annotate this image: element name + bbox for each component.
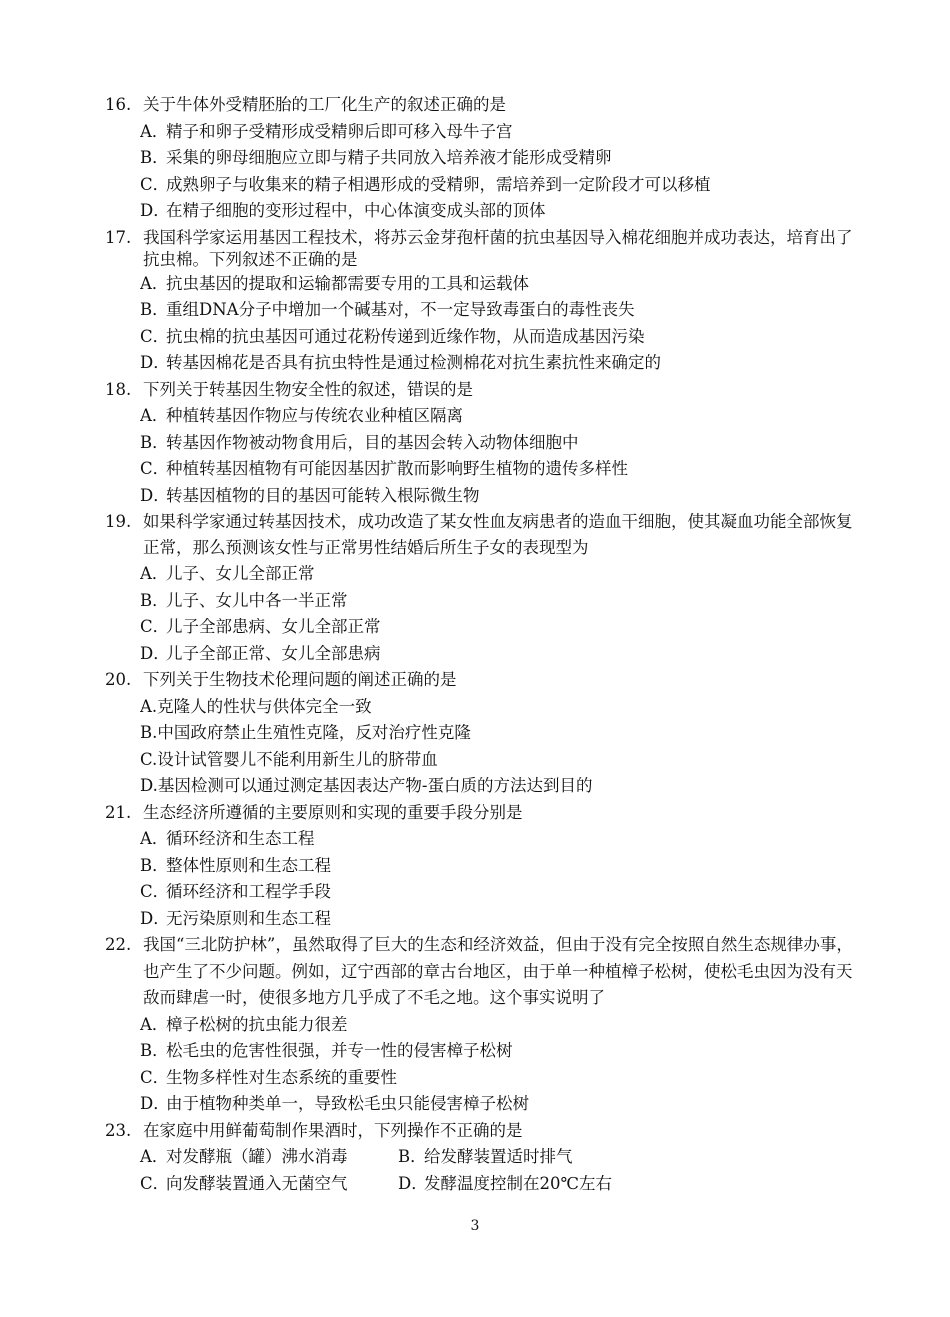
question-21 xyxy=(0,800,950,933)
option-label: D． xyxy=(140,643,170,663)
question-18 xyxy=(0,377,950,510)
option-d xyxy=(140,641,855,668)
question-number: 19. xyxy=(105,512,132,531)
option-label: D． xyxy=(140,201,170,220)
option-text: 在精子细胞的变形过程中，中心体演变成头部的顶体 xyxy=(166,201,546,220)
question-number: 20. xyxy=(105,670,132,690)
option-label: D． xyxy=(140,1094,170,1113)
question-number: 21. xyxy=(105,802,132,822)
option-label: A． xyxy=(140,273,169,293)
option-label: C． xyxy=(140,882,170,901)
option-label: B． xyxy=(140,300,169,319)
option-label: C． xyxy=(140,459,170,478)
question-text: 在家庭中用鲜葡萄制作果酒时，下列操作不正确的是 xyxy=(143,1120,523,1140)
question-20 xyxy=(0,667,950,800)
option-label: C． xyxy=(140,1067,170,1087)
option-c xyxy=(140,1171,398,1198)
question-text: 我国“三北防护林”，虽然取得了巨大的生态和经济效益，但由于没有完全按照自然生态规律办事，也产生了不少问题。例如，辽宁西部的章古台地区，由于单一种植樟子松树，使松毛虫因为没有天敌而肆虐一时，使很多地方几乎成了不毛之地。这个事实说明了 xyxy=(143,935,853,1007)
option-text: 对发酵瓶（罐）沸水消毒 xyxy=(166,1147,348,1166)
option-text: 采集的卵母细胞应立即与精子共同放入培养液才能形成受精卵 xyxy=(166,148,612,167)
option-c xyxy=(140,324,855,351)
question-text: 关于牛体外受精胚胎的工厂化生产的叙述正确的是 xyxy=(143,95,506,115)
option-text: 由于植物种类单一，导致松毛虫只能侵害樟子松树 xyxy=(166,1094,529,1113)
option-text: 松毛虫的危害性很强，并专一性的侵害樟子松树 xyxy=(166,1041,513,1060)
question-stem xyxy=(105,377,857,404)
question-stem xyxy=(105,1118,857,1145)
option-label: A. xyxy=(140,696,158,716)
option-text: 成熟卵子与收集来的精子相遇形成的受精卵，需培养到一定阶段才可以移植 xyxy=(166,174,711,194)
option-text: 循环经济和生态工程 xyxy=(166,829,315,848)
option-text: 转基因植物的目的基因可能转入根际微生物 xyxy=(166,485,480,505)
option-d xyxy=(140,198,855,225)
question-list xyxy=(0,92,950,1197)
option-label: B. xyxy=(140,723,158,742)
page-number: 3 xyxy=(470,1218,480,1234)
question-number: 18. xyxy=(105,379,132,399)
option-text: 无污染原则和生态工程 xyxy=(166,908,331,928)
option-d xyxy=(140,483,855,510)
option-d xyxy=(140,906,855,933)
option-a xyxy=(140,561,855,588)
option-b xyxy=(140,588,855,615)
question-text: 我国科学家运用基因工程技术，将苏云金芽孢杆菌的抗虫基因导入棉花细胞并成功表达，培育出了抗虫棉。下列叙述不正确的是 xyxy=(143,227,853,269)
option-text: 儿子全部正常、女儿全部患病 xyxy=(166,643,381,663)
question-stem xyxy=(105,509,857,561)
option-b xyxy=(140,853,855,880)
option-label: D． xyxy=(140,353,170,372)
option-text: 基因检测可以通过测定基因表达产物-蛋白质的方法达到目的 xyxy=(157,776,593,795)
option-d xyxy=(140,1091,855,1118)
question-text: 下列关于转基因生物安全性的叙述，错误的是 xyxy=(143,379,473,399)
question-stem xyxy=(105,932,857,1012)
option-text: 中国政府禁止生殖性克隆，反对治疗性克隆 xyxy=(157,723,471,742)
option-d xyxy=(140,350,855,377)
option-row-cd xyxy=(140,1171,950,1198)
option-text: 整体性原则和生态工程 xyxy=(166,855,331,875)
option-a xyxy=(140,119,855,146)
option-label: A． xyxy=(140,564,169,583)
option-a xyxy=(140,826,855,853)
question-number: 23. xyxy=(105,1120,132,1140)
option-text: 樟子松树的抗虫能力很差 xyxy=(166,1014,348,1034)
option-text: 发酵温度控制在20℃左右 xyxy=(424,1173,612,1193)
option-label: B． xyxy=(140,148,169,167)
question-22 xyxy=(0,932,950,1118)
question-stem xyxy=(105,667,857,694)
option-b xyxy=(140,1038,855,1065)
option-label: A． xyxy=(140,1147,169,1166)
option-text: 儿子、女儿中各一半正常 xyxy=(166,590,348,610)
option-c xyxy=(140,747,855,774)
option-text: 给发酵装置适时排气 xyxy=(424,1147,573,1166)
option-c xyxy=(140,172,855,199)
option-label: C． xyxy=(140,326,170,346)
option-label: B． xyxy=(140,432,169,452)
option-a xyxy=(140,694,855,721)
option-label: D． xyxy=(398,1173,428,1193)
option-label: C． xyxy=(140,1173,170,1193)
option-c xyxy=(140,456,855,483)
option-a xyxy=(140,271,855,298)
option-label: A． xyxy=(140,121,169,141)
option-text: 抗虫棉的抗虫基因可通过花粉传递到近缘作物，从而造成基因污染 xyxy=(166,326,645,346)
option-label: A． xyxy=(140,406,169,425)
option-text: 循环经济和工程学手段 xyxy=(166,882,331,901)
option-label: A． xyxy=(140,829,169,848)
option-text: 转基因作物被动物食用后，目的基因会转入动物体细胞中 xyxy=(166,432,579,452)
question-number: 17. xyxy=(105,227,132,247)
option-text: 克隆人的性状与供体完全一致 xyxy=(157,696,372,716)
option-label: A． xyxy=(140,1014,169,1034)
option-text: 向发酵装置通入无菌空气 xyxy=(166,1173,348,1193)
option-text: 种植转基因植物有可能因基因扩散而影响野生植物的遗传多样性 xyxy=(166,459,628,478)
option-text: 转基因棉花是否具有抗虫特性是通过检测棉花对抗生素抗性来确定的 xyxy=(166,353,661,372)
option-text: 种植转基因作物应与传统农业种植区隔离 xyxy=(166,406,463,425)
option-label: C． xyxy=(140,174,170,194)
question-text: 下列关于生物技术伦理问题的阐述正确的是 xyxy=(143,670,457,690)
option-label: B． xyxy=(140,590,169,610)
option-text: 抗虫基因的提取和运输都需要专用的工具和运载体 xyxy=(166,273,529,293)
question-23 xyxy=(0,1118,950,1198)
option-text: 生物多样性对生态系统的重要性 xyxy=(166,1067,397,1087)
option-d xyxy=(398,1171,656,1198)
question-stem xyxy=(105,225,857,271)
question-number: 16. xyxy=(105,95,132,115)
option-label: B． xyxy=(398,1147,427,1166)
option-b xyxy=(398,1144,656,1171)
option-row-ab xyxy=(140,1144,950,1171)
option-label: D． xyxy=(140,908,170,928)
option-text: 儿子、女儿全部正常 xyxy=(166,564,315,583)
option-text: 设计试管婴儿不能利用新生儿的脐带血 xyxy=(157,749,438,769)
question-17 xyxy=(0,225,950,377)
option-b xyxy=(140,430,855,457)
option-a xyxy=(140,1012,855,1039)
option-label: B． xyxy=(140,855,169,875)
option-b xyxy=(140,145,855,172)
option-a xyxy=(140,403,855,430)
option-c xyxy=(140,879,855,906)
option-b xyxy=(140,297,855,324)
option-text: 儿子全部患病、女儿全部正常 xyxy=(166,617,381,636)
option-d xyxy=(140,773,855,800)
option-c xyxy=(140,1065,855,1092)
option-text: 重组DNA分子中增加一个碱基对，不一定导致毒蛋白的毒性丧失 xyxy=(166,300,635,319)
option-text: 精子和卵子受精形成受精卵后即可移入母牛子宫 xyxy=(166,121,513,141)
option-label: D． xyxy=(140,485,170,505)
question-stem xyxy=(105,800,857,827)
question-stem xyxy=(105,92,857,119)
option-c xyxy=(140,614,855,641)
option-label: C． xyxy=(140,617,170,636)
question-text: 生态经济所遵循的主要原则和实现的重要手段分别是 xyxy=(143,802,523,822)
question-16 xyxy=(0,92,950,225)
option-b xyxy=(140,720,855,747)
option-label: D. xyxy=(140,776,158,795)
option-label: C. xyxy=(140,749,158,769)
option-a xyxy=(140,1144,398,1171)
question-19 xyxy=(0,509,950,667)
option-label: B． xyxy=(140,1041,169,1060)
question-number: 22. xyxy=(105,935,132,954)
question-text: 如果科学家通过转基因技术，成功改造了某女性血友病患者的造血干细胞，使其凝血功能全部恢复正常，那么预测该女性与正常男性结婚后所生子女的表现型为 xyxy=(143,512,853,557)
